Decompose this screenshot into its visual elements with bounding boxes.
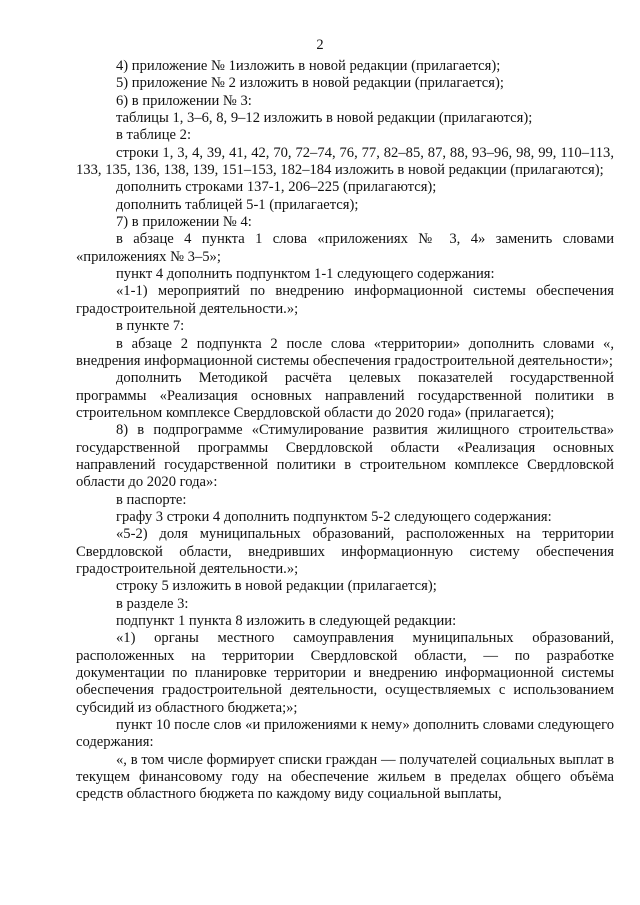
- paragraph: строки 1, 3, 4, 39, 41, 42, 70, 72–74, 76, 77, 82–85, 87, 88, 93–96, 98, 99, 110–113, 133, 135, 136, 138, 139, 151–153, 182–184 изложить в новой редакции (прилагаются);: [76, 144, 614, 179]
- paragraph: дополнить таблицей 5-1 (прилагается);: [116, 196, 359, 213]
- paragraph: графу 3 строки 4 дополнить подпунктом 5-2 следующего содержания:: [116, 508, 552, 525]
- paragraph: 8) в подпрограмме «Стимулирование развития жилищного строительства» государственной программы Свердловской области «Реализация основных направлений государственной политики в строительном комплексе Свердловской области до 2020 года»:: [76, 422, 614, 491]
- paragraph: в абзаце 2 подпункта 2 после слова «территории» дополнить словами «, внедрения информационной системы обеспечения градостроительной деятельности»;: [76, 335, 614, 369]
- paragraph: 5) приложение № 2 изложить в новой редакции (прилагается);: [116, 75, 504, 92]
- paragraph: подпункт 1 пункта 8 изложить в следующей редакции:: [116, 613, 457, 629]
- paragraph: дополнить Методикой расчёта целевых показателей государственной программы «Реализация основных направлений государственной политики в строительном комплексе Свердловской области до 2020 года» (прилагается);: [76, 370, 614, 421]
- paragraph: в разделе 3:: [116, 595, 189, 612]
- paragraph: «, в том числе формирует списки граждан — получателей социальных выплат в текущем финансовому году на обеспечение жильем в пределах общего объёма средств областного бюджета по каждому виду социальной выплаты,: [76, 751, 614, 803]
- paragraph: 6) в приложении № 3:: [116, 92, 252, 109]
- paragraph: «1-1) мероприятий по внедрению информационной системы обеспечения градостроительной деятельности.»;: [76, 283, 614, 317]
- paragraph: «1) органы местного самоуправления муниципальных образований, расположенных на территории Свердловской области, — по разработке документации по планировке территории и внедрению информационной системы обеспечения градостроительной деятельности, осуществляемых с использованием субсидий из областного бюджета;»;: [76, 630, 614, 716]
- paragraph: дополнить строками 137-1, 206–225 (прилагаются);: [116, 179, 437, 196]
- paragraph: «5-2) доля муниципальных образований, расположенных на территории Свердловской области, внедривших информационную систему обеспечения градостроительной деятельности.»;: [76, 526, 614, 577]
- paragraph: 4) приложение № 1изложить в новой редакции (прилагается);: [116, 58, 501, 74]
- paragraph: в паспорте:: [116, 491, 187, 508]
- paragraph: пункт 4 дополнить подпунктом 1-1 следующего содержания:: [116, 266, 495, 283]
- document-body: [76, 58, 614, 804]
- paragraph: строку 5 изложить в новой редакции (прилагается);: [116, 578, 437, 595]
- paragraph: в таблице 2:: [116, 127, 192, 144]
- paragraph: таблицы 1, 3–6, 8, 9–12 изложить в новой редакции (прилагаются);: [116, 110, 533, 127]
- paragraph: в пункте 7:: [116, 318, 185, 335]
- page-number: 2: [316, 37, 324, 53]
- paragraph: пункт 10 после слов «и приложениями к нему» дополнить словами следующего содержания:: [76, 717, 614, 751]
- paragraph: 7) в приложении № 4:: [116, 214, 252, 231]
- paragraph: в абзаце 4 пункта 1 слова «приложениях № 3, 4» заменить словами «приложениях № 3–5»;: [76, 231, 614, 265]
